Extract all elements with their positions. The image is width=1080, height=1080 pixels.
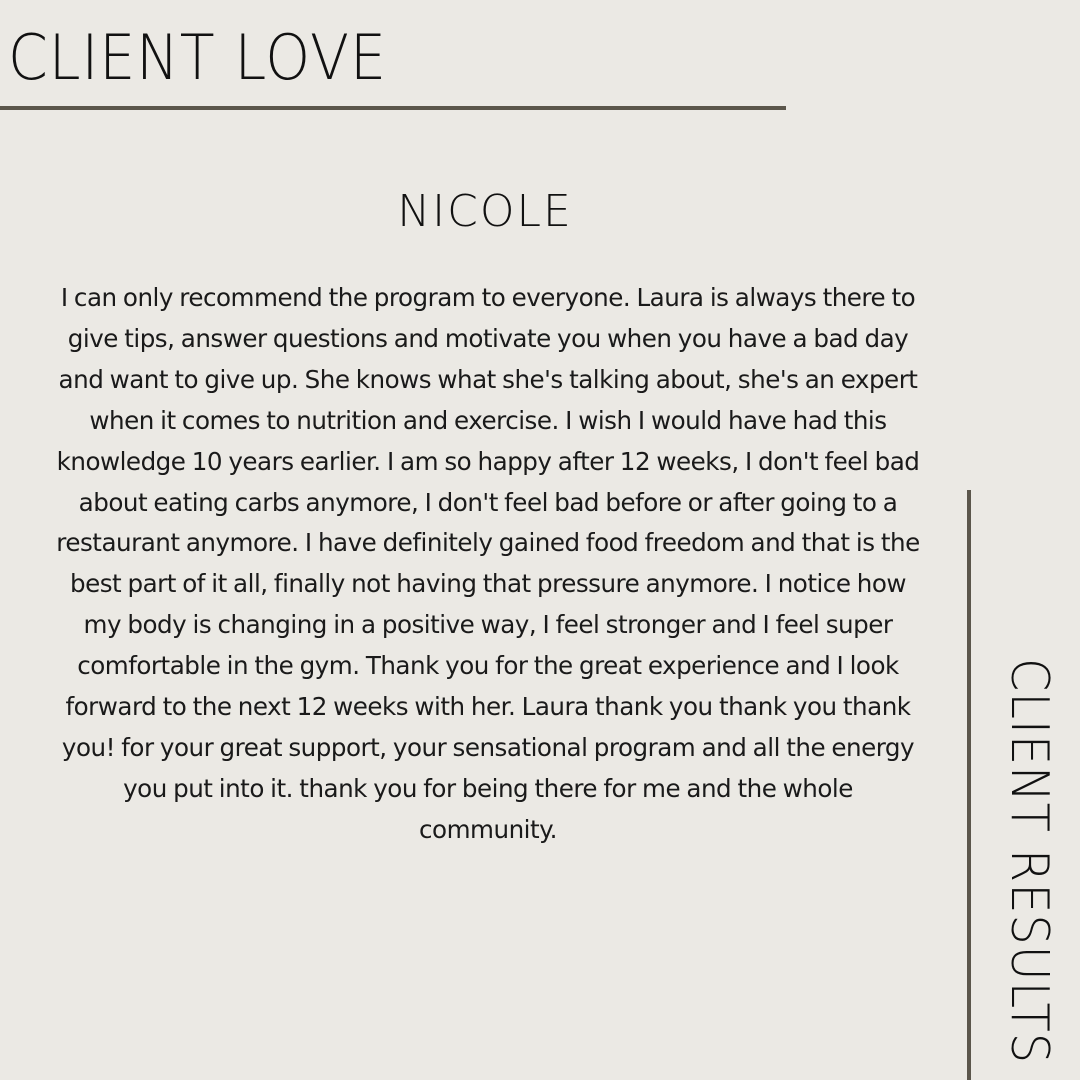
- client-name: NICOLE: [397, 186, 573, 237]
- page-title: CLIENT LOVE: [8, 21, 387, 94]
- testimonial-text: I can only recommend the program to everyone. Laura is always there to give tips, answer questions and motivate you when you have a bad day and want to give up. She knows what she's talking about, she's an expert when it comes to nutrition and exercise. I wish I would have had this knowledge 10 years earlier. I am so happy after 12 weeks, I don't feel bad about eating carbs anymore, I don't feel bad before or after going to a restaurant anymore. I have definitely gained food freedom and that is the best part of it all, finally not having that pressure anymore. I notice how my body is changing in a positive way, I feel stronger and I feel super comfortable in the gym. Thank you for the great experience and I look forward to the next 12 weeks with her. Laura thank you thank you thank you! for your great support, your sensational program and all the energy you put into it. thank you for being there for me and the whole community.: [56, 283, 920, 844]
- header-divider: [0, 106, 786, 110]
- side-divider: [967, 490, 971, 1080]
- side-title: CLIENT RESULTS: [999, 658, 1059, 1065]
- side-title-container: [997, 658, 1061, 1068]
